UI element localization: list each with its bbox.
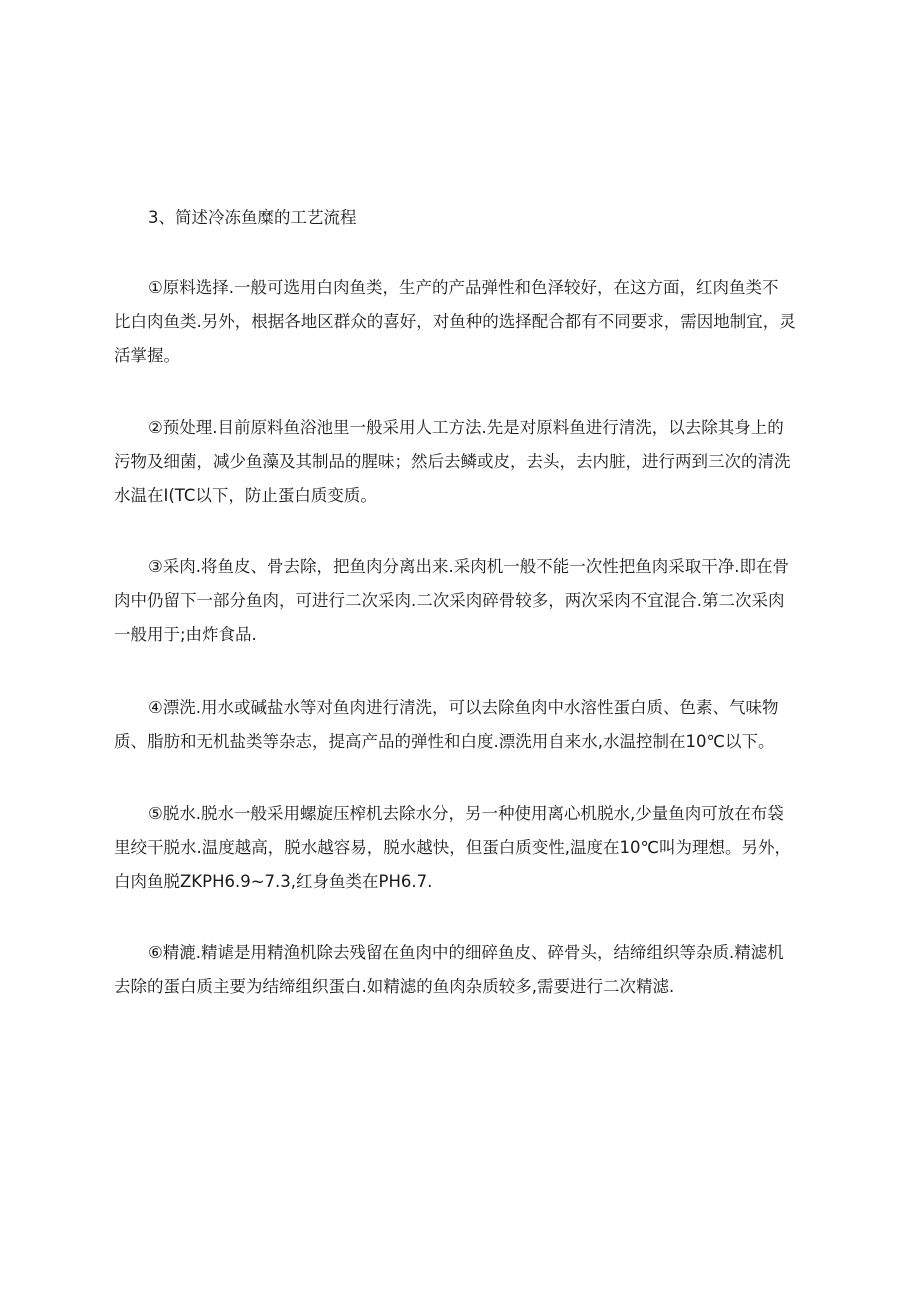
paragraph-line: 水温在I(TC以下，防止蛋白质变质。 <box>114 486 377 505</box>
paragraph-meat-collection <box>114 550 814 652</box>
paragraph-line: 去除的蛋白质主要为结缔组织蛋白.如精滤的鱼肉杂质较多,需要进行二次精滤. <box>114 977 675 996</box>
paragraph-line: ⑤脱水.脱水一般采用螺旋压榨机去除水分，另一种使用离心机脱水,少量鱼肉可放在布袋 <box>148 804 784 823</box>
section-heading: 3、简述冷冻鱼糜的工艺流程 <box>148 208 357 227</box>
paragraph-line: ③采肉.将鱼皮、骨去除，把鱼肉分离出来.采肉机一般不能一次性把鱼肉采取干净.即在骨 <box>148 557 790 576</box>
paragraph-line: 活掌握。 <box>114 346 180 365</box>
paragraph-line: 比白肉鱼类.另外，根据各地区群众的喜好，对鱼种的选择配合都有不同要求，需因地制宜，灵 <box>114 312 796 331</box>
paragraph-line: 质、脂肪和无机盐类等杂志，提高产品的弹性和白度.漂洗用自来水,水温控制在10℃以下。 <box>114 732 775 751</box>
paragraph-line: 肉中仍留下一部分鱼肉，可进行二次采肉.二次采肉碎骨较多，两次采肉不宜混合.第二次采肉 <box>114 591 785 610</box>
paragraph-line: 里绞干脱水.温度越高，脱水越容易，脱水越快，但蛋白质变性,温度在10℃叫为理想。另外， <box>114 838 792 857</box>
paragraph-line: 一般用于;由炸食品. <box>114 625 257 644</box>
paragraph-line: 污物及细菌，减少鱼藻及其制品的腥味；然后去鳞或皮，去头，去内脏，进行两到三次的清洗 <box>114 452 791 471</box>
paragraph-rinsing <box>114 691 814 759</box>
paragraph-line: 白肉鱼脱ZKPH6.9~7.3,红身鱼类在PH6.7. <box>114 872 433 891</box>
paragraph-raw-material-selection <box>114 271 814 373</box>
paragraph-line: ②预处理.目前原料鱼浴池里一般采用人工方法.先是对原料鱼进行清洗，以去除其身上的 <box>148 418 784 437</box>
paragraph-fine-filtering <box>114 936 814 1004</box>
paragraph-line: ④漂洗.用水或碱盐水等对鱼肉进行清洗，可以去除鱼肉中水溶性蛋白质、色素、气味物 <box>148 698 779 717</box>
paragraph-line: ⑥精漉.精谑是用精渔机除去残留在鱼肉中的细碎鱼皮、碎骨头，结缔组织等杂质.精滤机 <box>148 943 784 962</box>
paragraph-dehydration <box>114 797 814 899</box>
paragraph-pretreatment <box>114 411 814 513</box>
paragraph-line: ①原料选择.一般可选用白肉鱼类，生产的产品弹性和色泽较好，在这方面，红肉鱼类不 <box>148 278 779 297</box>
